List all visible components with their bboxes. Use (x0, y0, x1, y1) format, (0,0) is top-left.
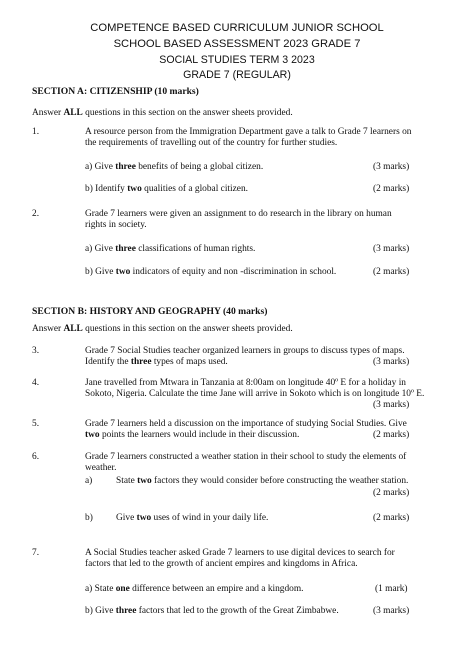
question-1a-marks: (3 marks) (373, 162, 410, 172)
section-a-title: SECTION A: CITIZENSHIP (10 marks) (32, 86, 199, 97)
question-7-stem-line-1: A Social Studies teacher asked Grade 7 learners to use digital devices to search for (85, 548, 395, 558)
question-4-marks: (3 marks) (373, 400, 410, 410)
section-b-instruction: Answer ALL questions in this section on the answer sheets provided. (32, 324, 293, 334)
question-1-stem-line-1: A resource person from the Immigration Department gave a talk to Grade 7 learners on (85, 127, 412, 137)
subject-heading: SOCIAL STUDIES TERM 3 2023 (159, 54, 315, 66)
question-7b-marks: (3 marks) (373, 606, 410, 616)
question-2a-text: a) Give three classifications of human rights. (85, 244, 256, 254)
question-6-number: 6. (32, 452, 40, 462)
question-3-number: 3. (32, 346, 40, 356)
question-6b-text: Give two uses of wind in your daily life. (116, 513, 269, 523)
question-5-marks: (2 marks) (373, 430, 410, 440)
question-3-stem-line-2: Identify the three types of maps used. (85, 357, 228, 367)
question-1b-text: b) Identify two qualities of a global citizen. (85, 184, 248, 194)
section-b-title: SECTION B: HISTORY AND GEOGRAPHY (40 marks) (32, 306, 268, 317)
question-6b-marks: (2 marks) (373, 513, 410, 523)
question-6-stem-line-2: weather. (85, 463, 117, 473)
question-6-stem-line-1: Grade 7 learners constructed a weather station in their school to study the elements of (85, 452, 407, 462)
question-6a-marks: (2 marks) (373, 488, 410, 498)
question-1-stem-line-2: the requirements of travelling out of the country for further studies. (85, 138, 338, 148)
question-3-stem-line-1: Grade 7 Social Studies teacher organized learners in groups to discuss types of maps. (85, 346, 405, 356)
question-6a-text: State two factors they would consider before constructing the weather station. (116, 476, 409, 486)
question-7b-text: b) Give three factors that led to the growth of the Great Zimbabwe. (85, 606, 339, 616)
school-heading: COMPETENCE BASED CURRICULUM JUNIOR SCHOOL (90, 22, 384, 34)
question-4-number: 4. (32, 378, 40, 388)
assessment-heading: SCHOOL BASED ASSESSMENT 2023 GRADE 7 (113, 38, 361, 50)
question-7-stem-line-2: factors that led to the growth of ancient empires and kingdoms in Africa. (85, 559, 358, 569)
question-1b-marks: (2 marks) (373, 184, 410, 194)
question-6b-label: b) (85, 513, 93, 523)
question-2b-text: b) Give two indicators of equity and non -discrimination in school. (85, 267, 337, 277)
question-3-marks: (3 marks) (373, 357, 410, 367)
question-2-stem-line-1: Grade 7 learners were given an assignment to do research in the library on human (85, 209, 392, 219)
question-7a-text: a) State one difference between an empire and a kingdom. (85, 584, 304, 594)
question-7a-marks: (1 mark) (375, 584, 408, 594)
question-5-number: 5. (32, 419, 40, 429)
question-7-number: 7. (32, 548, 40, 558)
question-2a-marks: (3 marks) (373, 244, 410, 254)
question-4-stem-line-1: Jane travelled from Mtwara in Tanzania at 8:00am on longitude 40º E for a holiday in (85, 378, 406, 388)
section-a-instruction: Answer ALL questions in this section on the answer sheets provided. (32, 108, 293, 118)
question-5-stem-line-1: Grade 7 learners held a discussion on the importance of studying Social Studies. Give (85, 419, 407, 429)
question-2-number: 2. (32, 209, 40, 219)
question-2-stem-line-2: rights in society. (85, 220, 147, 230)
question-1-number: 1. (32, 127, 40, 137)
question-1a-text: a) Give three benefits of being a global citizen. (85, 162, 264, 172)
question-2b-marks: (2 marks) (373, 267, 410, 277)
question-4-stem-line-2: Sokoto, Nigeria. Calculate the time Jane will arrive in Sokoto which is on longitude 10º E. (85, 389, 425, 399)
grade-heading: GRADE 7 (REGULAR) (183, 69, 291, 81)
question-5-stem-line-2: two points the learners would include in their discussion. (85, 430, 300, 440)
question-6a-label: a) (85, 476, 93, 486)
